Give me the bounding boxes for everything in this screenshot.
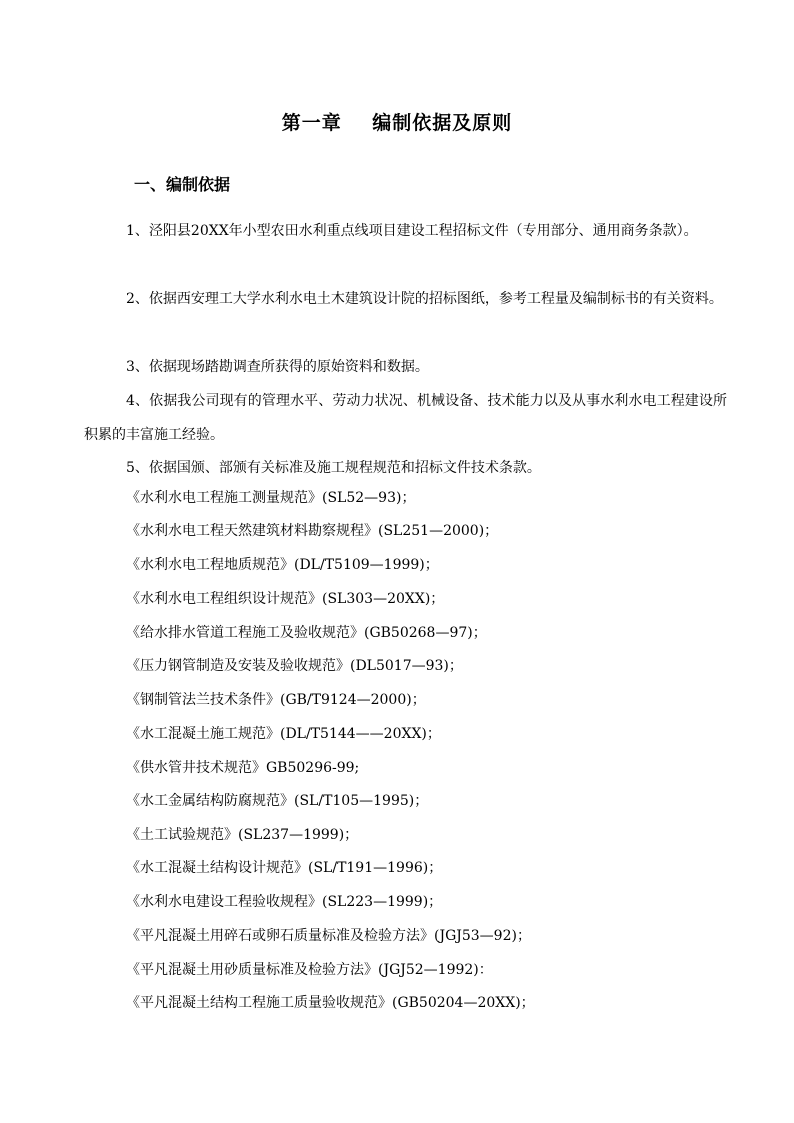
section-heading: 一、编制依据 — [134, 175, 231, 194]
spec-item: 《水利水电工程地质规范》(DL/T5109—1999)； — [126, 557, 439, 573]
paragraph-4: 4、依据我公司现有的管理水平、劳动力状况、机械设备、技术能力以及从事水利水电工程建设所积累的丰富施工经验。 — [84, 393, 727, 443]
spec-item: 《水利水电工程组织设计规范》(SL303—20XX)； — [126, 591, 445, 607]
paragraph-3: 3、依据现场踏勘调查所获得的原始资料和数据。 — [126, 359, 429, 375]
spec-item: 《水利水电建设工程验收规程》(SL223—1999)； — [126, 894, 443, 910]
spec-item: 《水工混凝土施工规范》(DL/T5144——20XX)； — [126, 726, 441, 742]
spec-item: 《水利水电工程天然建筑材料勘察规程》(SL251—2000)； — [126, 523, 499, 539]
spec-item: 《压力钢管制造及安装及验收规范》(DL5017—93)； — [126, 658, 463, 674]
spec-item: 《水利水电工程施工测量规范》(SL52—93)； — [126, 490, 416, 506]
spec-item: 《水工金属结构防腐规范》(SL/T105—1995)； — [126, 793, 429, 809]
spec-item: 《给水排水管道工程施工及验收规范》(GB50268—97)； — [126, 625, 487, 641]
spec-item: 《平凡混凝土结构工程施工质量验收规范》(GB50204—20XX)； — [126, 995, 535, 1011]
paragraph-1: 1、泾阳县20XX年小型农田水利重点线项目建设工程招标文件（专用部分、通用商务条款）。 — [126, 223, 698, 239]
chapter-title: 第一章 编制依据及原则 — [281, 112, 513, 134]
spec-item: 《钢制管法兰技术条件》(GB/T9124—2000)； — [126, 692, 426, 708]
spec-item: 《供水管井技术规范》GB50296-99; — [126, 760, 360, 776]
spec-item: 《土工试验规范》(SL237—1999)； — [126, 827, 359, 843]
paragraph-2: 2、依据西安理工大学水利水电土木建筑设计院的招标图纸，参考工程量及编制标书的有关资料。 — [126, 291, 723, 307]
spec-item: 《水工混凝土结构设计规范》(SL/T191—1996)； — [126, 860, 443, 876]
paragraph-5: 5、依据国颁、部颁有关标准及施工规程规范和招标文件技术条款。 — [126, 460, 541, 476]
spec-item: 《平凡混凝土用碎石或卵石质量标准及检验方法》(JGJ53—92)； — [126, 928, 531, 944]
spec-item: 《平凡混凝土用砂质量标准及检验方法》(JGJ52—1992)： — [126, 962, 493, 978]
